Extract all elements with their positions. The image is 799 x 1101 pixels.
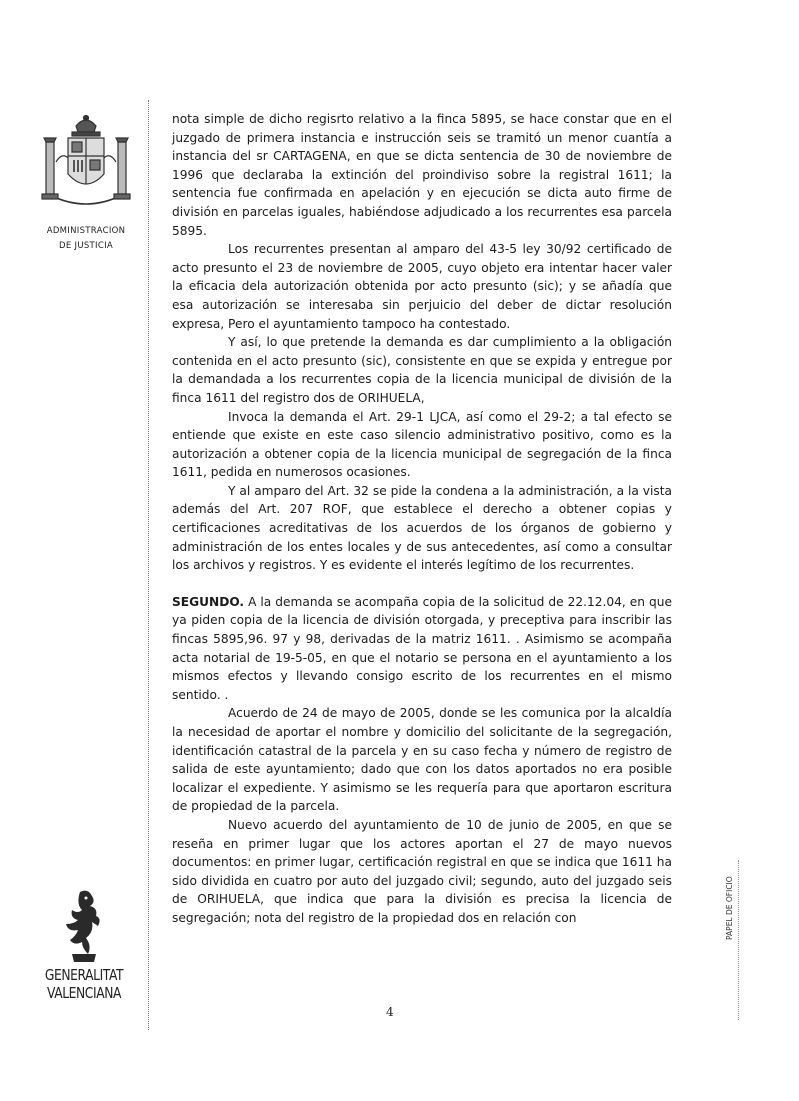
segundo-heading: SEGUNDO.: [172, 594, 245, 609]
gv-label-line2: VALENCIANA: [46, 984, 122, 1002]
paragraph-6: A la demanda se acompaña copia de la solicitud de 22.12.04, en que ya piden copia de la licencia de división otorgada, y preceptiva para inscribir las fincas 5895,96. 97 y 98, derivadas de la matriz 1611. . Asimismo se acompaña acta notarial de 19-5-05, en que el notario se persona en el ayuntamiento a los mismos efectos y llevando consigo escrito de los recurrentes en el mismo sentido. .: [172, 594, 672, 702]
paragraph-7: Acuerdo de 24 de mayo de 2005, donde se les comunica por la alcaldía la necesidad de aportar el nombre y domicilio del solicitante de la segregación, identificación catastral de la parcela y en su caso fecha y número de registro de salida de este ayuntamiento; dado que con los datos aportados no era posible localizar el expediente. Y asimismo se les requería para que aportaron escritura de propiedad de la parcela.: [172, 706, 672, 814]
gv-label-line1: GENERALITAT: [44, 966, 124, 984]
coat-of-arms-icon: [38, 112, 134, 222]
page-number: 4: [386, 1005, 394, 1019]
paragraph-4: Invoca la demanda el Art. 29-1 LJCA, así como el 29-2; a tal efecto se entiende que existe en este caso silencio administrativo positivo, como es la autorización a obtener copia de la licencia municipal de segregación de la finca 1611, pedida en numerosos ocasiones.: [172, 409, 672, 480]
paragraph-5: Y al amparo del Art. 32 se pide la condena a la administración, a la vista además del Art. 207 ROF, que establece el derecho a obtener copias y certificaciones acreditativas de los acuerdos de los órganos de gobierno y administración de los entes locales y de sus antecedentes, así como a consultar los archivos y registros. Y es evidente el interés legítimo de los recurrentes.: [172, 483, 672, 573]
generalitat-bat-icon: [52, 888, 114, 968]
paragraph-3: Y así, lo que pretende la demanda es dar cumplimiento a la obligación contenida en el acto presunto (sic), consistente en que se expida y entregue por la demandada a los recurrentes copia de la licencia municipal de división de la finca 1611 del registro dos de ORIHUELA,: [172, 335, 672, 405]
admin-label-line1: ADMINISTRACION: [46, 226, 126, 236]
papel-de-oficio-label: PAPEL DE OFICIO: [725, 876, 734, 940]
paragraph-segundo: [172, 593, 672, 705]
margin-dotted-line: [148, 100, 149, 1030]
paragraph-1: nota simple de dicho regisrto relativo a la finca 5895, se hace constar que en el juzgado de primera instancia e instrucción seis se tramitó un menor cuantía a instancia del sr CARTAGENA, en que se dicta sentencia de 30 de noviembre de 1996 que declaraba la extinción del proindiviso sobre la registral 1611; la sentencia fue confirmada en apelación y en ejecución se dicta auto firme de división en parcelas iguales, habiéndose adjudicado a los recurrentes esa parcela 5895.: [172, 112, 672, 238]
paragraph-2: Los recurrentes presentan al amparo del 43-5 ley 30/92 certificado de acto presunto el 23 de noviembre de 2005, cuyo objeto era intentar hacer valer la eficacia dela autorización obtenida por acto presunto (sic); y se añadía que esa autorización se interesaba sin perjuicio del deber de dictar resolución expresa, Pero el ayuntamiento tampoco ha contestado.: [172, 242, 672, 331]
administration-label: [30, 224, 142, 254]
document-body: [172, 110, 672, 928]
paragraph-8: Nuevo acuerdo del ayuntamiento de 10 de junio de 2005, en que se reseña en primer lugar que los actores aportan el 27 de mayo nuevos documentos: en primer lugar, certificación registral en que se indica que 1611 ha sido dividida en cuatro por auto del juzgado civil; segundo, auto del juzgado seis de ORIHUELA, que indica que para la división es precisa la licencia de segregación; nota del registro de la propiedad dos en relación con: [172, 817, 672, 925]
side-dotted-line: [738, 860, 739, 1020]
generalitat-label: [32, 966, 137, 1002]
admin-label-line2: DE JUSTICIA: [59, 241, 113, 251]
